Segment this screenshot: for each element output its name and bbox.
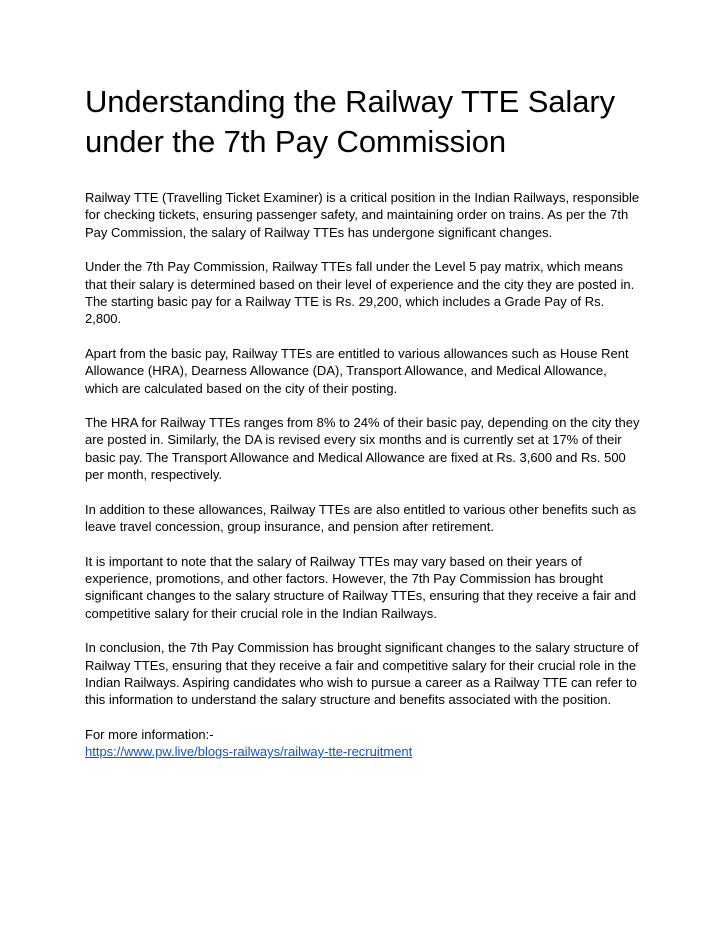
more-info-link[interactable]: https://www.pw.live/blogs-railways/railway-tte-recruitment [85, 744, 413, 760]
paragraph-other-benefits: In addition to these allowances, Railway TTEs are also entitled to various other benefits such as leave travel concession, group insurance, and pension after retirement. [85, 501, 637, 535]
more-info-label: For more information:- [85, 726, 214, 742]
paragraph-allowances: Apart from the basic pay, Railway TTEs are entitled to various allowances such as House Rent Allowance (HRA), Dearness Allowance (DA), Transport Allowance, and Medical Allowance, which are calculated based on the city of their posting. [85, 345, 629, 396]
page-title: Understanding the Railway TTE Salary under the 7th Pay Commission [85, 84, 615, 159]
paragraph-hra-da: The HRA for Railway TTEs ranges from 8% to 24% of their basic pay, depending on the city they are posted in. Similarly, the DA is revised every six months and is currently set at 17% of their basic pay. The Transport Allowance and Medical Allowance are fixed at Rs. 3,600 and Rs. 500 per month, respectively. [85, 415, 640, 483]
paragraph-salary-variation: It is important to note that the salary of Railway TTEs may vary based on their years of experience, promotions, and other factors. However, the 7th Pay Commission has brought significant changes to the salary structure of Railway TTEs, ensuring that they receive a fair and competitive salary for their crucial role in the Indian Railways. [85, 553, 637, 621]
paragraph-intro: Railway TTE (Travelling Ticket Examiner) is a critical position in the Indian Railways, responsible for checking tickets, ensuring passenger safety, and maintaining order on trains. As per the 7th Pay Commission, the salary of Railway TTEs has undergone significant changes. [85, 190, 640, 240]
document-body [85, 82, 641, 761]
paragraph-conclusion: In conclusion, the 7th Pay Commission has brought significant changes to the salary structure of Railway TTEs, ensuring that they receive a fair and competitive salary for their crucial role in the Indian Railways. Aspiring candidates who wish to pursue a career as a Railway TTE can refer to this information to understand the salary structure and benefits associated with the position. [85, 640, 639, 708]
paragraph-pay-matrix: Under the 7th Pay Commission, Railway TTEs fall under the Level 5 pay matrix, which means that their salary is determined based on their level of experience and the city they are posted in. The starting basic pay for a Railway TTE is Rs. 29,200, which includes a Grade Pay of Rs. 2,800. [85, 259, 635, 327]
